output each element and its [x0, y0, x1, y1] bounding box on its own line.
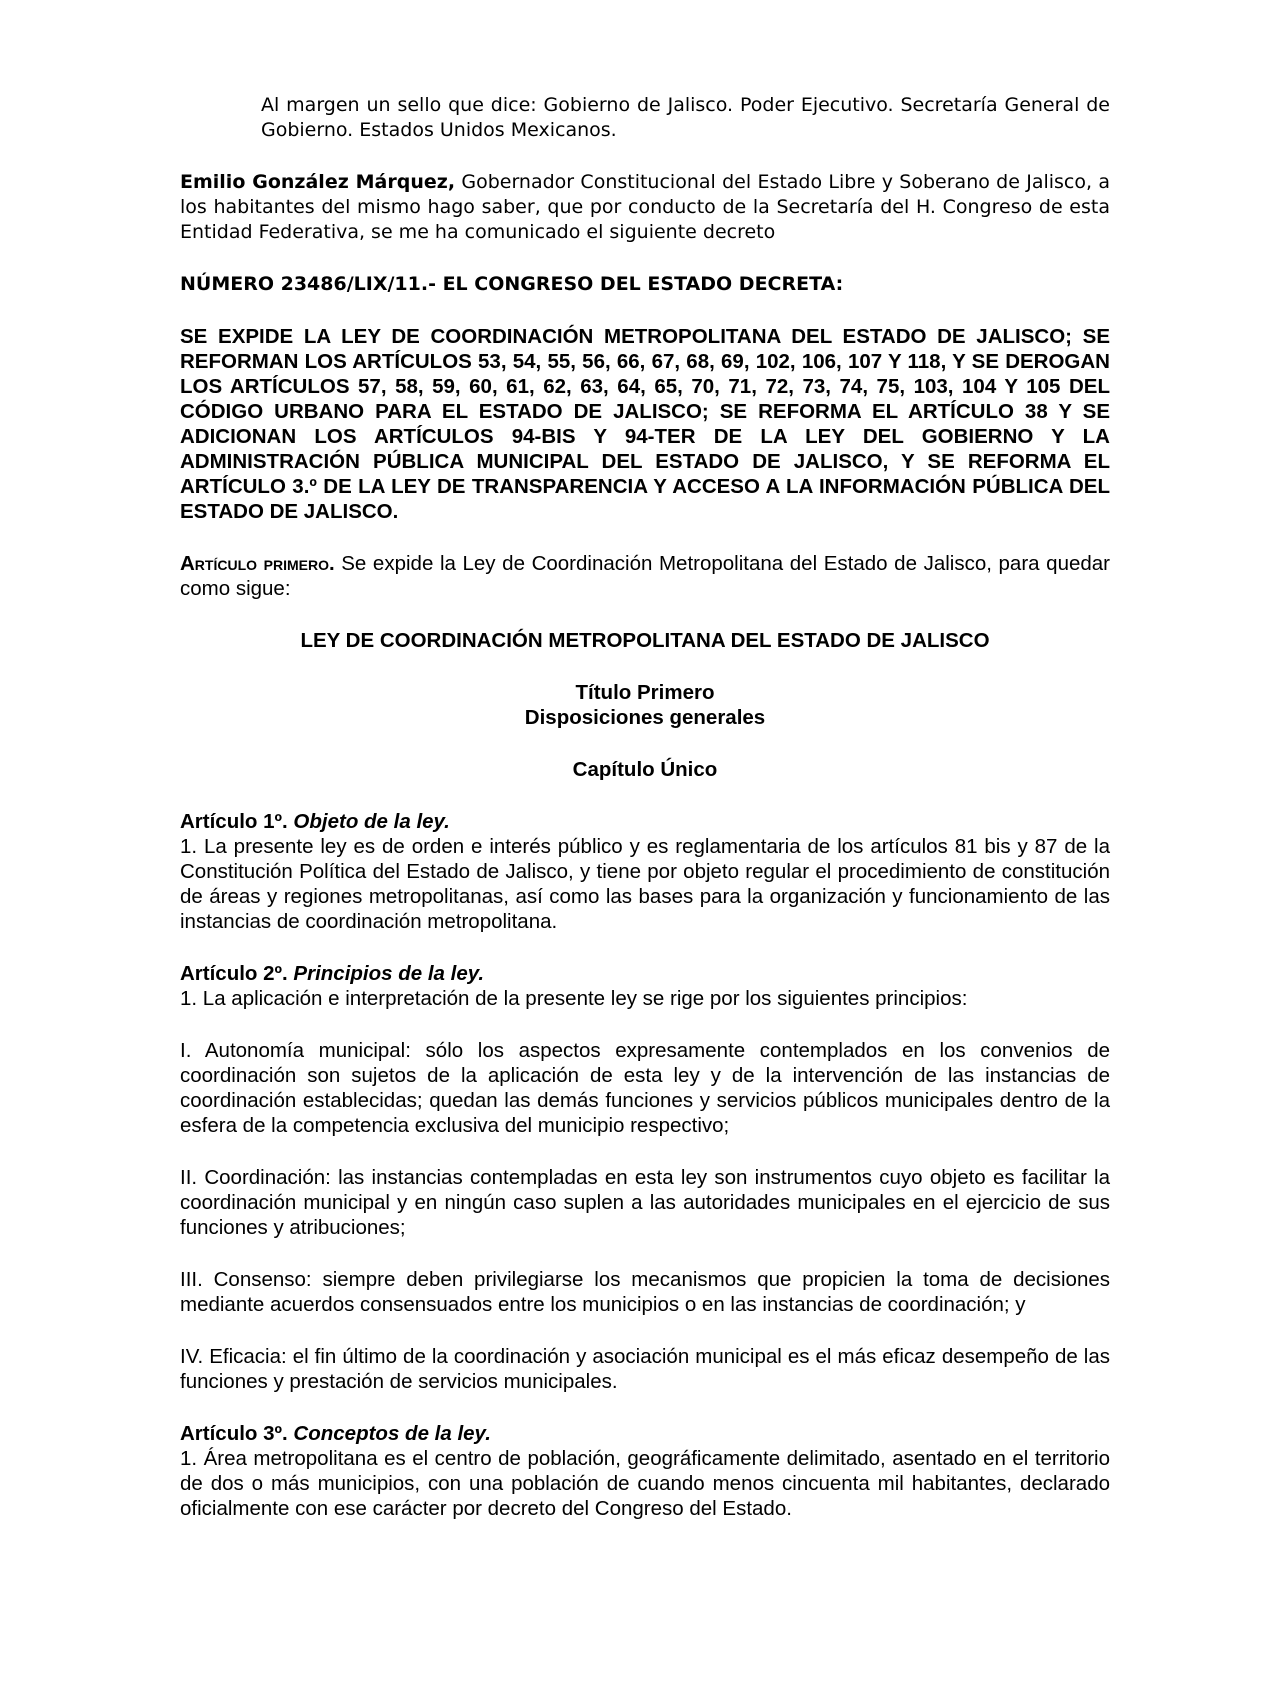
document-body	[180, 93, 1110, 1521]
article-2-label: Artículo 2º.	[180, 962, 294, 985]
article-first-text: Se expide la Ley de Coordinación Metropolitana del Estado de Jalisco, para quedar como sigue:	[180, 552, 1110, 600]
article-first	[180, 551, 1110, 601]
decree-summary: SE EXPIDE LA LEY DE COORDINACIÓN METROPOLITANA DEL ESTADO DE JALISCO; SE REFORMAN LOS ARTÍCULOS 53, 54, 55, 56, 66, 67, 68, 69, 102, 106, 107 Y 118, Y SE DEROGAN LOS ARTÍCULOS 57, 58, 59, 60, 61, 62, 63, 64, 65, 70, 71, 72, 73, 74, 75, 103, 104 Y 105 DEL CÓDIGO URBANO PARA EL ESTADO DE JALISCO; SE REFORMA EL ARTÍCULO 38 Y SE ADICIONAN LOS ARTÍCULOS 94-BIS Y 94-TER DE LA LEY DEL GOBIERNO Y LA ADMINISTRACIÓN PÚBLICA MUNICIPAL DEL ESTADO DE JALISCO, Y SE REFORMA EL ARTÍCULO 3.º DE LA LEY DE TRANSPARENCIA Y ACCESO A LA INFORMACIÓN PÚBLICA DEL ESTADO DE JALISCO.	[180, 325, 1110, 523]
article-3-heading	[180, 1421, 1110, 1446]
article-1-label: Artículo 1º.	[180, 810, 294, 833]
article-2-paragraph: 1. La aplicación e interpretación de la presente ley se rige por los siguientes principios:	[180, 987, 968, 1010]
article-1-heading	[180, 809, 1110, 834]
intro-text: Gobernador Constitucional del Estado Libre y Soberano de Jalisco, a los habitantes del mismo hago saber, que por conducto de la Secretaría del H. Congreso de esta Entidad Federativa, se me ha comunicado el siguiente decreto	[180, 171, 1110, 243]
law-title: LEY DE COORDINACIÓN METROPOLITANA DEL ESTADO DE JALISCO	[300, 629, 990, 652]
article-2-subtitle: Principios de la ley.	[293, 962, 485, 985]
intro-paragraph	[180, 170, 1110, 245]
article-3-subtitle: Conceptos de la ley.	[293, 1422, 491, 1445]
seal-note: Al margen un sello que dice: Gobierno de Jalisco. Poder Ejecutivo. Secretaría General de Gobierno. Estados Unidos Mexicanos.	[261, 94, 1110, 141]
decree-number: NÚMERO 23486/LIX/11.- EL CONGRESO DEL ESTADO DECRETA:	[180, 273, 844, 295]
principle-item: II. Coordinación: las instancias contempladas en esta ley son instrumentos cuyo objeto es facilitar la coordinación municipal y en ningún caso suplen a las autoridades municipales en el ejercicio de sus funciones y atribuciones;	[180, 1166, 1110, 1239]
article-3-label: Artículo 3º.	[180, 1422, 294, 1445]
article-1-subtitle: Objeto de la ley.	[293, 810, 450, 833]
governor-name: Emilio González Márquez,	[180, 171, 456, 193]
principle-item: I. Autonomía municipal: sólo los aspectos expresamente contemplados en los convenios de coordinación son sujetos de la aplicación de esta ley y de la intervención de las instancias de coordinación establecidas; quedan las demás funciones y servicios públicos municipales dentro de la esfera de la competencia exclusiva del municipio respectivo;	[180, 1039, 1110, 1137]
chapter-heading: Capítulo Único	[572, 758, 718, 781]
article-first-label: Artículo primero.	[180, 552, 335, 575]
article-1-paragraph: 1. La presente ley es de orden e interés público y es reglamentaria de los artículos 81 bis y 87 de la Constitución Política del Estado de Jalisco, y tiene por objeto regular el procedimiento de constitución de áreas y regiones metropolitanas, así como las bases para la organización y funcionamiento de las instancias de coordinación metropolitana.	[180, 835, 1110, 933]
principle-item: III. Consenso: siempre deben privilegiarse los mecanismos que propicien la toma de decisiones mediante acuerdos consensuados entre los municipios o en las instancias de coordinación; y	[180, 1268, 1110, 1316]
title-subheading: Disposiciones generales	[524, 706, 766, 729]
article-3-paragraph: 1. Área metropolitana es el centro de población, geográficamente delimitado, asentado en el territorio de dos o más municipios, con una población de cuando menos cincuenta mil habitantes, declarado oficialmente con ese carácter por decreto del Congreso del Estado.	[180, 1447, 1110, 1520]
title-heading: Título Primero	[575, 681, 715, 704]
article-2-heading	[180, 961, 1110, 986]
principle-item: IV. Eficacia: el fin último de la coordinación y asociación municipal es el más eficaz desempeño de las funciones y prestación de servicios municipales.	[180, 1345, 1110, 1393]
